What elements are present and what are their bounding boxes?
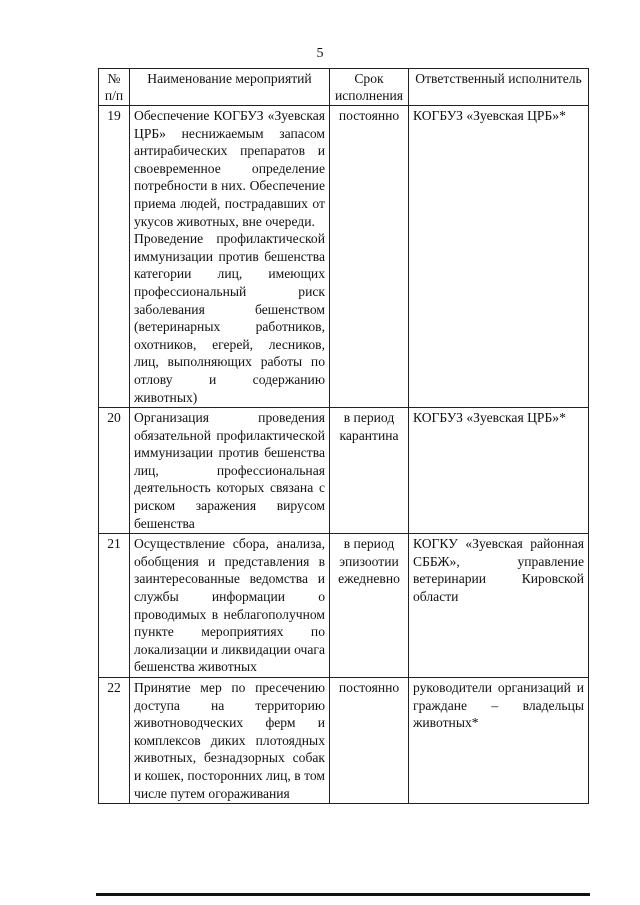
term: постоянно <box>330 678 409 804</box>
footer-divider <box>96 893 590 896</box>
table-row <box>99 678 589 804</box>
table-row <box>99 408 589 534</box>
measure-text: Обеспечение КОГБУЗ «Зуевская ЦРБ» неснижаемым запасом антирабических препаратов и своевременное определение потребности в них. Обеспечение приема людей, пострадавших от укусов животных, вне очереди. <box>134 108 325 229</box>
header-name: Наименование мероприятий <box>130 69 330 106</box>
row-number: 19 <box>99 106 130 408</box>
measure-text: Проведение профилактической иммунизации против бешенства категории лиц, имеющих профессиональный риск заболевания бешенством (ветеринарных работников, охотников, егерей, лесников, лиц, выполняющих работы по отлову и содержанию животных) <box>134 231 325 405</box>
term: постоянно <box>330 106 409 408</box>
measure-text: Принятие мер по пресечению доступа на территорию животноводческих ферм и комплексов диких плотоядных животных, безнадзорных собак и кошек, посторонних лиц, в том числе путем огораживания <box>134 680 325 801</box>
row-number: 22 <box>99 678 130 804</box>
measure-name <box>130 678 330 804</box>
table-header-row <box>99 69 589 106</box>
responsible: КОГБУЗ «Зуевская ЦРБ»* <box>409 408 589 534</box>
table-row <box>99 106 589 408</box>
responsible: руководители организаций и граждане – владельцы животных* <box>409 678 589 804</box>
table-row <box>99 534 589 678</box>
measure-name <box>130 534 330 678</box>
measures-table <box>98 68 589 804</box>
header-responsible: Ответственный исполнитель <box>409 69 589 106</box>
measure-name <box>130 106 330 408</box>
row-number: 20 <box>99 408 130 534</box>
header-num: № п/п <box>99 69 130 106</box>
measure-text: Организация проведения обязательной профилактической иммунизации против бешенства лиц, профессиональная деятельность которых связана с риском заражения вирусом бешенства <box>134 410 325 531</box>
page-number: 5 <box>316 46 324 61</box>
measure-name <box>130 408 330 534</box>
row-number: 21 <box>99 534 130 678</box>
term: в период карантина <box>330 408 409 534</box>
term: в период эпизоотии ежедневно <box>330 534 409 678</box>
measure-text: Осуществление сбора, анализа, обобщения и представления в заинтересованные ведомства и службы информации о проводимых в неблагополучном пункте мероприятиях по локализации и ликвидации очага бешенства животных <box>134 536 325 675</box>
responsible: КОГБУЗ «Зуевская ЦРБ»* <box>409 106 589 408</box>
responsible: КОГКУ «Зуевская районная СББЖ», управление ветеринарии Кировской области <box>409 534 589 678</box>
header-term: Срок исполнения <box>330 69 409 106</box>
